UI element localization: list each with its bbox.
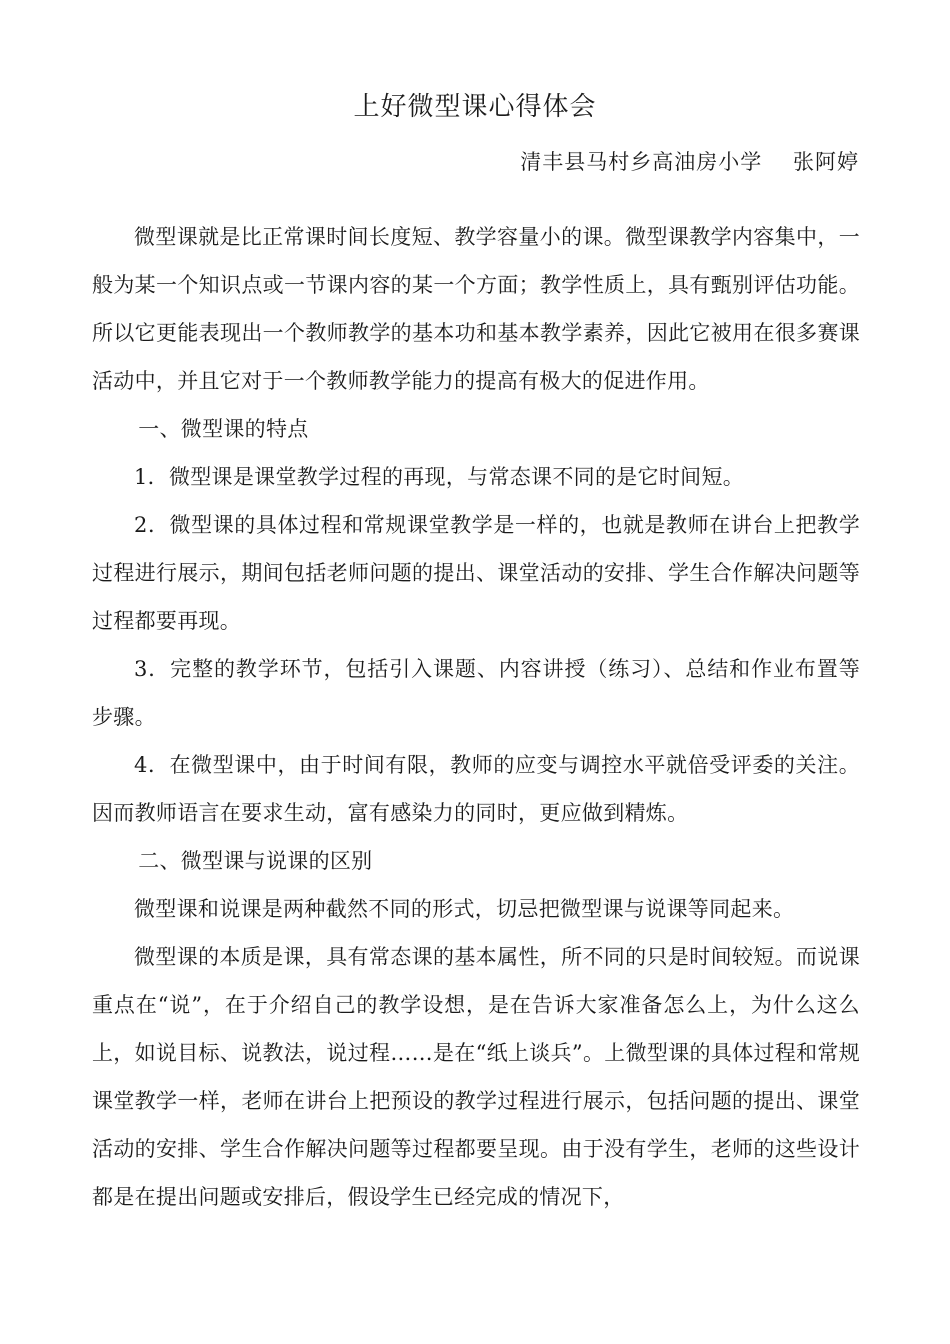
paragraph-intro: 微型课就是比正常课时间长度短、教学容量小的课。微型课教学内容集中，一般为某一个知识点或一节课内容的某一个方面；教学性质上，具有甄别评估功能。所以它更能表现出一个教师教学的基本功和基本教学素养，因此它被用在很多赛课活动中，并且它对于一个教师教学能力的提高有极大的促进作用。 [92, 225, 860, 393]
document-title: 上好微型课心得体会 [353, 92, 597, 122]
section-heading-2: 二、微型课与说课的区别 [138, 849, 373, 873]
list-item-4: 4．在微型课中，由于时间有限，教师的应变与调控水平就倍受评委的关注。因而教师语言在要求生动，富有感染力的同时，更应做到精炼。 [92, 753, 860, 825]
document-body [92, 213, 860, 1221]
list-item-3: 3．完整的教学环节，包括引入课题、内容讲授（练习）、总结和作业布置等步骤。 [92, 657, 860, 729]
list-item-2: 2．微型课的具体过程和常规课堂教学是一样的，也就是教师在讲台上把教学过程进行展示，期间包括老师问题的提出、课堂活动的安排、学生合作解决问题等过程都要再现。 [92, 513, 860, 633]
paragraph-section2-body: 微型课的本质是课，具有常态课的基本属性，所不同的只是时间较短。而说课重点在“说”，在于介绍自己的教学设想，是在告诉大家准备怎么上，为什么这么上，如说目标、说教法，说过程……是在“纸上谈兵”。上微型课的具体过程和常规课堂教学一样，老师在讲台上把预设的教学过程进行展示，包括问题的提出、课堂活动的安排、学生合作解决问题等过程都要呈现。由于没有学生，老师的这些设计都是在提出问题或安排后，假设学生已经完成的情况下， [92, 945, 860, 1209]
paragraph-section2-intro: 微型课和说课是两种截然不同的形式，切忌把微型课与说课等同起来。 [134, 897, 795, 921]
document-author: 清丰县马村乡高油房小学 张阿婷 [520, 150, 859, 174]
section-heading-1: 一、微型课的特点 [138, 417, 309, 441]
list-item-1: 1．微型课是课堂教学过程的再现，与常态课不同的是它时间短。 [134, 465, 745, 489]
